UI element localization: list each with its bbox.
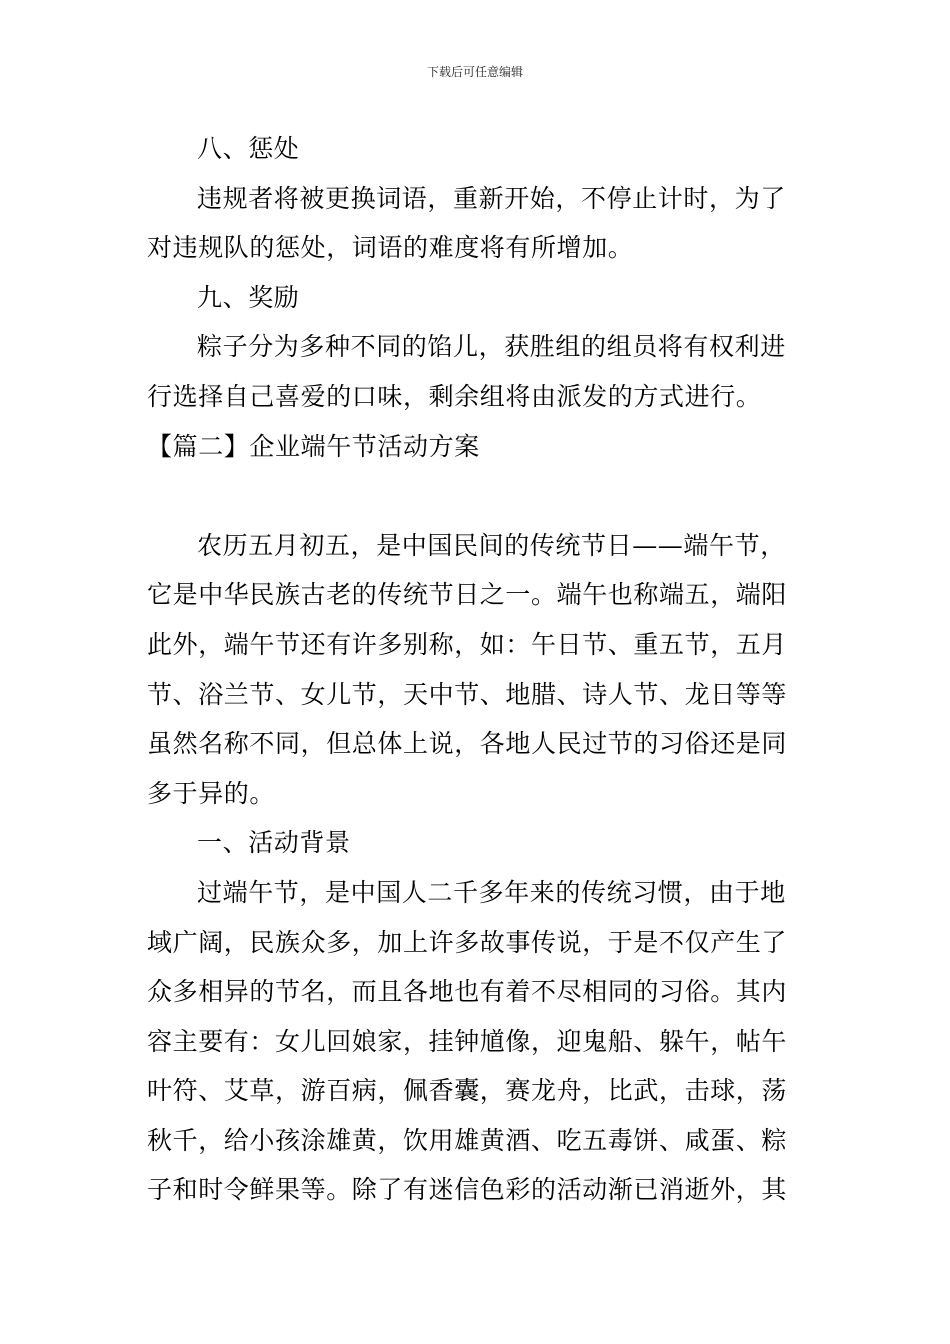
paragraph-line: 此外，端午节还有许多别称，如：午日节、重五节，五月 — [147, 629, 788, 659]
section-heading-reward: 九、奖励 — [197, 282, 300, 312]
paragraph-line: 粽子分为多种不同的馅儿，获胜组的组员将有权利进 — [197, 332, 786, 362]
paragraph-line: 行选择自己喜爱的口味，剩余组将由派发的方式进行。 — [147, 381, 762, 411]
section-heading-background: 一、活动背景 — [197, 828, 351, 858]
paragraph-line: 子和时令鲜果等。除了有迷信色彩的活动渐已消逝外，其 — [147, 1175, 788, 1205]
paragraph-line: 叶符、艾草，游百病，佩香囊，赛龙舟，比武，击球，荡 — [147, 1076, 788, 1106]
paragraph-line: 对违规队的惩处，词语的难度将有所增加。 — [147, 233, 634, 263]
paragraph-line: 容主要有：女儿回娘家，挂钟馗像，迎鬼船、躲午，帖午 — [147, 1026, 788, 1056]
blank-line — [147, 471, 807, 521]
paragraph-line: 过端午节，是中国人二千多年来的传统习惯，由于地 — [197, 877, 786, 907]
paragraph-line: 节、浴兰节、女儿节，天中节、地腊、诗人节、龙日等等 — [147, 679, 788, 709]
paragraph-line: 域广阔，民族众多，加上许多故事传说，于是不仅产生了 — [147, 927, 788, 957]
paragraph-line: 秋千，给小孩涂雄黄，饮用雄黄酒、吃五毒饼、咸蛋、粽 — [147, 1125, 788, 1155]
paragraph-line: 众多相异的节名，而且各地也有着不尽相同的习俗。其内 — [147, 977, 788, 1007]
paragraph-line: 它是中华民族古老的传统节日之一。端午也称端五，端阳 — [147, 580, 788, 610]
paragraph-line: 虽然名称不同，但总体上说，各地人民过节的习俗还是同 — [147, 729, 788, 759]
chapter-title: 【篇二】企业端午节活动方案 — [147, 431, 480, 461]
paragraph-line: 农历五月初五，是中国民间的传统节日——端午节， — [197, 530, 786, 560]
document-body — [147, 124, 807, 1215]
paragraph-line: 违规者将被更换词语，重新开始，不停止计时，为了 — [197, 183, 786, 213]
page-header: 下载后可任意编辑 — [426, 65, 523, 79]
section-heading-penalty: 八、惩处 — [197, 134, 300, 163]
paragraph-line: 多于异的。 — [147, 778, 276, 808]
